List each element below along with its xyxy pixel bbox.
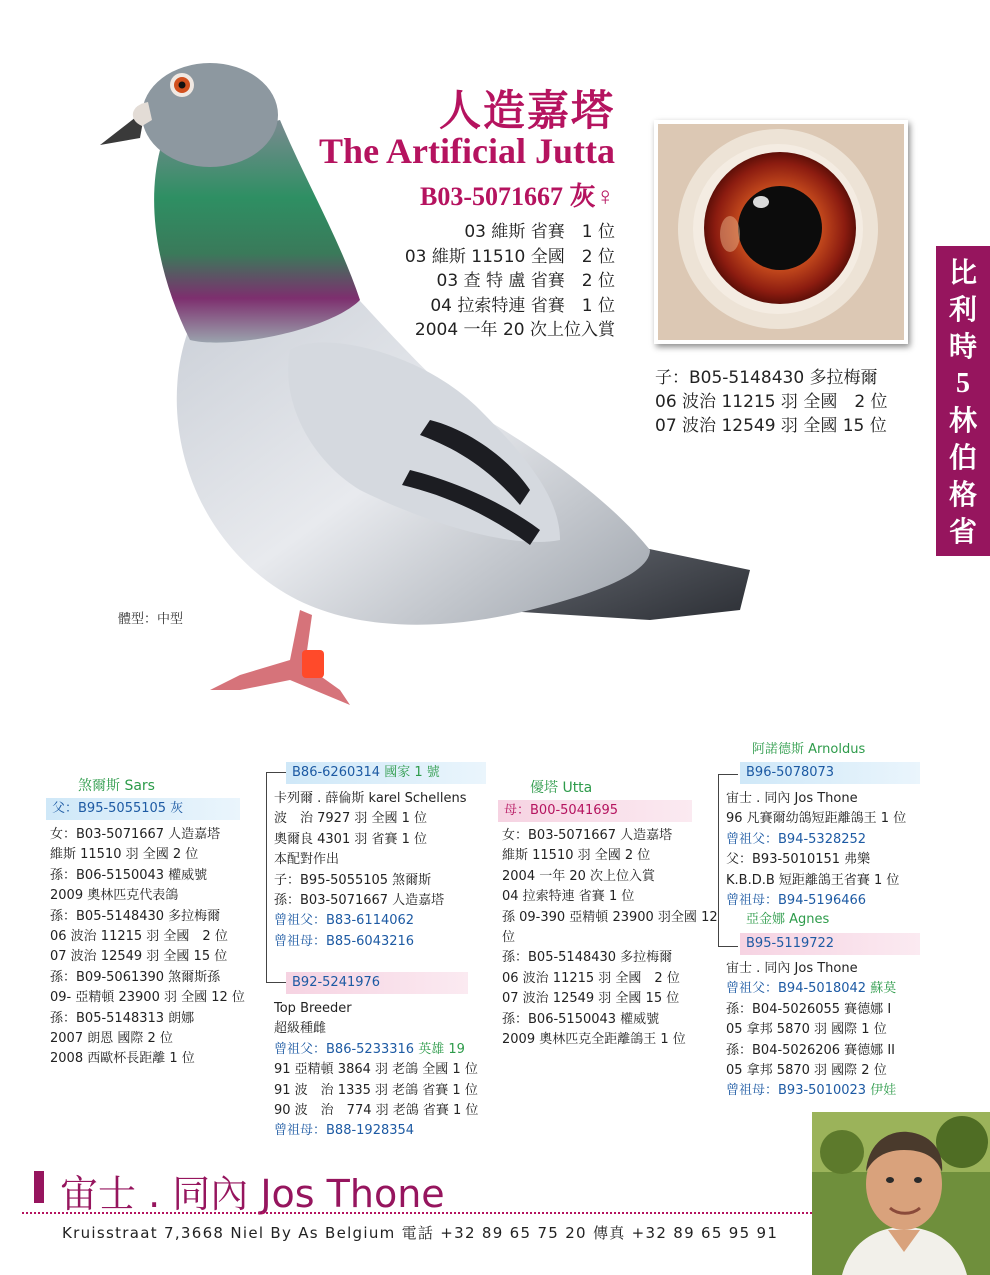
- sire-sire-line: 卡列爾 . 薛倫斯 karel Schellens: [274, 791, 467, 806]
- dotted-divider: [22, 1212, 812, 1214]
- sire-line: 07 波治 12549 羽 全國 15 位: [50, 949, 228, 965]
- pedigree-connector: [266, 982, 286, 983]
- dam-dam-name: 亞金娜 Agnes: [746, 912, 830, 927]
- sire-dam-line: 超級種雌: [274, 1021, 327, 1037]
- region-tab-char: 比: [948, 256, 977, 289]
- region-tab-char: 格: [948, 478, 977, 511]
- dam-dam-line: 05 拿邦 5870 羽 國際 2 位: [726, 1063, 887, 1079]
- breeder-address: Kruisstraat 7,3668 Niel By As Belgium 電話 +32 89 65 75 20 傳真 +32 89 65 95 91: [62, 1224, 779, 1242]
- great-grandsire: 曾祖父：B94-5328252: [726, 831, 867, 847]
- sire-sire-line: 子：B95-5055105 煞爾斯: [274, 872, 432, 888]
- body-type: 體型：中型: [118, 612, 184, 627]
- dam-dam-line: 孫：B04-5026055 賽德娜 I: [726, 1001, 892, 1017]
- result-line: 03 維斯 省賽 1 位: [464, 222, 615, 242]
- result-line: 03 查 特 盧 省賽 2 位: [436, 271, 615, 291]
- sire-line: 2008 西歐杯長距離 1 位: [50, 1051, 195, 1067]
- dam-sire-details: [726, 789, 936, 911]
- dam-sire-name: 阿諾德斯 Arnoldus: [752, 742, 866, 757]
- offspring-line: 07 波治 12549 羽 全國 15 位: [655, 416, 887, 436]
- sire-header: 父：B95-5055105 灰: [46, 798, 240, 820]
- name-bar-accent: [34, 1171, 44, 1203]
- region-tab-char: 林: [948, 404, 977, 437]
- dam-sire-line: K.B.D.B 短距離鴿王省賽 1 位: [726, 872, 900, 888]
- sire-sire-line: 孫：B03-5071667 人造嘉塔: [274, 893, 445, 909]
- dam-line: 2009 奧林匹克全距離鴿王 1 位: [502, 1032, 686, 1048]
- eye-icon: [658, 124, 904, 340]
- great-granddam: 曾祖母：B85-6043216: [274, 933, 415, 949]
- great-grandsire-ring: 曾祖父：B86-5233316: [274, 1041, 415, 1057]
- sire-dam-details: [274, 999, 494, 1142]
- result-line: 2004 一年 20 次上位入賞: [414, 320, 615, 340]
- sire-sire-line: 波 治 7927 羽 全國 1 位: [274, 811, 428, 827]
- pedigree-connector: [266, 772, 286, 773]
- dam-dam-line: 05 拿邦 5870 羽 國際 1 位: [726, 1022, 887, 1038]
- pigeon-name-chinese: 人造嘉塔: [438, 86, 615, 135]
- sire-line: 2009 奧林匹克代表鴿: [50, 888, 179, 904]
- sire-sire-note: 國家 1 號: [384, 765, 440, 780]
- pigeon-name-english: The Artificial Jutta: [319, 131, 615, 171]
- sire-name: 煞爾斯 Sars: [78, 778, 155, 794]
- great-granddam-ring: 曾祖母：B93-5010023: [726, 1083, 867, 1099]
- sire-dam-line: 91 亞精頓 3864 羽 老鴿 全國 1 位: [274, 1062, 478, 1078]
- sire-line: 女：B03-5071667 人造嘉塔: [50, 827, 221, 842]
- dam-line: 孫：B06-5150043 權威號: [502, 1011, 660, 1027]
- dam-line: 2004 一年 20 次上位入賞: [502, 868, 656, 884]
- sire-line: 09- 亞精頓 23900 羽 全國 12 位: [50, 990, 245, 1006]
- dam-line: 孫：B05-5148430 多拉梅爾: [502, 950, 673, 966]
- sire-sire-header: [286, 762, 486, 784]
- dam-sire-line: 父：B93-5010151 弗樂: [726, 852, 871, 868]
- result-line: 04 拉索特連 省賽 1 位: [430, 295, 615, 316]
- great-grandsire: [274, 1040, 494, 1060]
- dam-line: 維斯 11510 羽 全國 2 位: [502, 848, 651, 864]
- sire-line: 孫：B05-5148313 朗娜: [50, 1010, 195, 1026]
- great-granddam: [726, 1081, 936, 1101]
- great-grandsire: [726, 979, 936, 999]
- dam-line: 孫 09-390 亞精頓 23900 羽全國 12 位: [502, 909, 718, 946]
- dam-sire-header: B96-5078073: [740, 762, 920, 784]
- breeder-photo: [812, 1112, 990, 1275]
- pedigree-connector: [718, 774, 738, 775]
- region-tab-char: 伯: [948, 441, 977, 474]
- pedigree-connector: [266, 772, 267, 982]
- dam-details: [502, 826, 722, 1050]
- dam-line: 04 拉索特連 省賽 1 位: [502, 889, 635, 905]
- sire-sire-line: 本配對作出: [274, 852, 340, 868]
- region-tab-char: 利: [948, 293, 977, 326]
- sire-line: 孫：B09-5061390 煞爾斯孫: [50, 969, 221, 985]
- person-icon: [812, 1112, 990, 1275]
- great-grandsire-note: 蘇莫: [870, 981, 897, 997]
- eye-photo: [654, 120, 908, 344]
- offspring-line: 子：B05-5148430 多拉梅爾: [655, 368, 878, 388]
- dam-dam-line: 孫：B04-5026206 賽德娜 II: [726, 1042, 895, 1058]
- sire-dam-header: B92-5241976: [286, 972, 468, 994]
- sire-sire-ring: B86-6260314: [292, 765, 381, 780]
- sire-dam-line: 90 波 治 774 羽 老鴿 省賽 1 位: [274, 1103, 479, 1119]
- sire-line: 06 波治 11215 羽 全國 2 位: [50, 929, 228, 945]
- offspring-info: [655, 366, 888, 438]
- pedigree-connector: [718, 774, 719, 946]
- sire-dam-line: 91 波 治 1335 羽 老鴿 省賽 1 位: [274, 1082, 478, 1098]
- ring-number: B03-5071667 灰♀: [419, 182, 615, 211]
- great-grandsire-note: 英雄 19: [418, 1041, 465, 1057]
- region-tab-char: 省: [948, 515, 977, 548]
- great-grandsire-ring: 曾祖父：B94-5018042: [726, 981, 867, 997]
- dam-dam-header: B95-5119722: [740, 933, 920, 955]
- great-grandsire: 曾祖父：B83-6114062: [274, 913, 415, 929]
- dam-line: 女：B03-5071667 人造嘉塔: [502, 828, 673, 843]
- offspring-line: 06 波治 11215 羽 全國 2 位: [655, 392, 888, 412]
- great-granddam: 曾祖母：B88-1928354: [274, 1123, 415, 1139]
- sire-sire-line: 奧爾良 4301 羽 省賽 1 位: [274, 831, 428, 847]
- results-list: [330, 220, 615, 343]
- dam-dam-line: 宙士 . 同內 Jos Thone: [726, 961, 858, 976]
- great-granddam-note: 伊娃: [870, 1083, 897, 1099]
- sire-line: 孫：B06-5150043 權威號: [50, 867, 208, 883]
- dam-header: 母：B00-5041695: [498, 800, 692, 822]
- dam-line: 06 波治 11215 羽 全國 2 位: [502, 970, 680, 986]
- great-granddam: 曾祖母：B94-5196466: [726, 893, 867, 909]
- sire-dam-line: Top Breeder: [274, 1001, 352, 1016]
- region-tab-char: 時: [948, 330, 977, 363]
- sire-line: 2007 朗恩 國際 2 位: [50, 1031, 173, 1047]
- region-tab: [936, 246, 990, 556]
- sire-details: [50, 825, 260, 1070]
- breeder-name: 宙士 . 同內 Jos Thone: [60, 1172, 445, 1216]
- dam-dam-details: [726, 959, 936, 1102]
- pedigree-connector: [718, 946, 738, 947]
- sire-line: 維斯 11510 羽 全國 2 位: [50, 847, 199, 863]
- dam-line: 07 波治 12549 羽 全國 15 位: [502, 991, 680, 1007]
- region-tab-char: 5: [956, 368, 970, 399]
- sire-line: 孫：B05-5148430 多拉梅爾: [50, 908, 221, 924]
- dam-name: 優塔 Utta: [530, 780, 593, 796]
- sire-sire-details: [274, 789, 494, 952]
- result-line: 03 維斯 11510 全國 2 位: [404, 246, 615, 267]
- dam-sire-line: 宙士 . 同內 Jos Thone: [726, 791, 858, 806]
- dam-sire-line: 96 凡賽爾幼鴿短距離鴿王 1 位: [726, 811, 907, 827]
